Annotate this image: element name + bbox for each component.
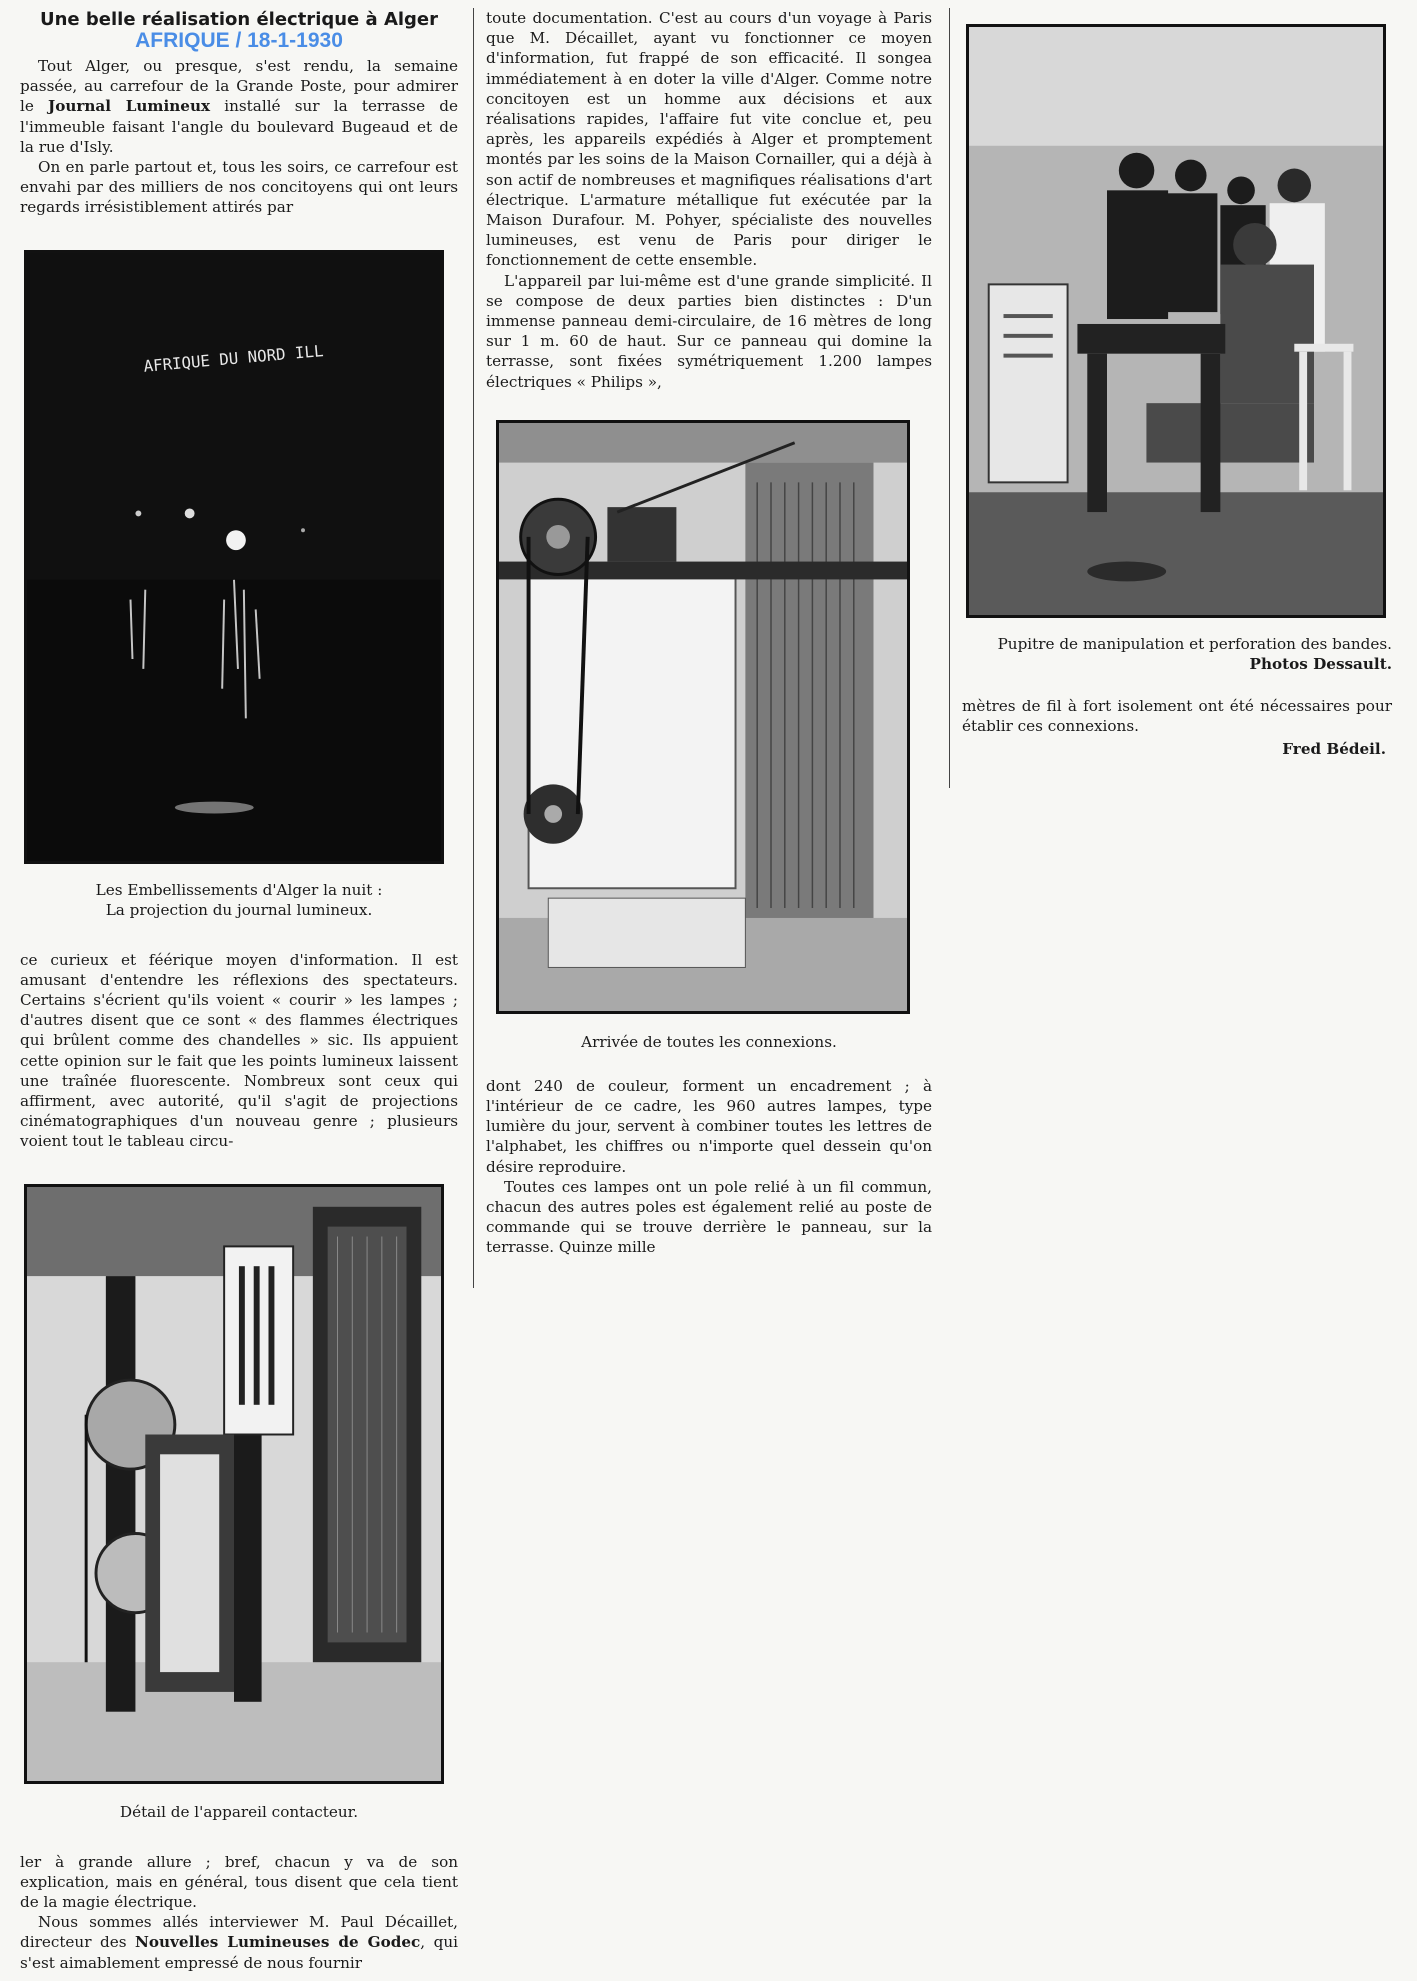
night-photo-caption-line-1: Les Embellissements d'Alger la nuit : [95, 880, 383, 899]
control-desk-photo [966, 24, 1386, 618]
connexions-photo [496, 420, 910, 1014]
column-rule-1 [473, 8, 474, 1288]
sign-text: AFRIQUE DU NORD ILL [142, 340, 325, 376]
intro-paragraph-1: Tout Alger, ou presque, s'est rendu, la semaine passée, au carrefour de la Grande Poste, pour admirer le Journal Lumineux installé sur la terrasse de l'immeuble faisant l'angle du boulevard Bugeaud et de la rue d'Isly. [20, 57, 458, 156]
control-desk-photo-caption: Pupitre de manipulation et perforation des bandes. [997, 635, 1392, 653]
column-1 [20, 8, 458, 1973]
paragraph-spectators: ce curieux et féérique moyen d'information. Il est amusant d'entendre les réflexions des spectateurs. Certains s'écrient qu'ils voient « courir » les lampes ; d'autres disent que ce sont « des flammes électriques qui brûlent comme des chandelles » sic. Ils appuient cette opinion sur le fait que les points lumineux laissent une traînée fluorescente. Nombreux sont ceux qui affirment, avec autorité, qu'il s'agit de projections cinématographiques d'un nouveau genre ; plusieurs voient tout le tableau circu- [20, 950, 458, 1151]
column-3 [962, 24, 1392, 758]
night-photo-caption-line-2: La projection du journal lumineux. [105, 900, 373, 919]
contactor-photo-caption: Détail de l'appareil contacteur. [119, 1802, 359, 1821]
column-rule-2 [949, 8, 950, 788]
night-photo [24, 250, 444, 864]
contactor-photo [24, 1184, 444, 1784]
connexions-photo-caption: Arrivée de toutes les connexions. [581, 1032, 837, 1051]
photo-credit: Photos Dessault. [1249, 655, 1392, 673]
paragraph-wire-length: mètres de fil à fort isolement ont été nécessaires pour établir ces connexions. [962, 697, 1392, 736]
paragraph-interview: Nous sommes allés interviewer M. Paul Décaillet, directeur des Nouvelles Lumineuses de Godec, qui s'est aimablement empressé de nous fournir [20, 1913, 458, 1972]
paragraph-explanation: ler à grande allure ; bref, chacun y va de son explication, mais en général, tous disent que cela tient de la magie électrique. [20, 1852, 458, 1912]
intro-paragraph-2: On en parle partout et, tous les soirs, ce carrefour est envahi par des milliers de nos concitoyens qui ont leurs regards irrésistiblement attirés par [20, 158, 458, 217]
column-2 [486, 8, 932, 1258]
paragraph-wiring: Toutes ces lampes ont un pole relié à un fil commun, chacun des autres poles est également relié au poste de commande qui se trouve derrière le panneau, sur la terrasse. Quinze mille [486, 1177, 932, 1257]
paragraph-apparatus: L'appareil par lui-même est d'une grande simplicité. Il se compose de deux parties bien distinctes : D'un immense panneau demi-circulaire, de 16 mètres de long sur 1 m. 60 de haut. Sur ce panneau qui domine la terrasse, sont fixées symétriquement 1.200 lampes électriques « Philips », [486, 271, 932, 391]
archive-stamp: AFRIQUE / 18-1-1930 [135, 29, 343, 52]
byline: Fred Bédeil. [1282, 740, 1386, 759]
headline: Une belle réalisation électrique à Alger [39, 9, 439, 30]
paragraph-documentation: toute documentation. C'est au cours d'un voyage à Paris que M. Décaillet, ayant vu fonctionner ce moyen d'information, fut frappé de son efficacité. Il songea immédiatement à en doter la ville d'Alger. Comme notre concitoyen est un homme aux décisions et aux réalisations rapides, l'affaire fut vite conclue et, peu après, les appareils expédiés à Alger et promptement montés par les soins de la Maison Cornailler, qui a déjà à son actif de nombreuses et magnifiques réalisations d'art électrique. L'armature métallique fut exécutée par la Maison Durafour. M. Pohyer, spécialiste des nouvelles lumineuses, est venu de Paris pour diriger le fonctionnement de cette ensemble. [486, 9, 932, 270]
paragraph-lamps: dont 240 de couleur, forment un encadrement ; à l'intérieur de ce cadre, les 960 autres lampes, type lumière du jour, servent à combiner toutes les lettres de l'alphabet, les chiffres ou n'importe quel dessein qu'on désire reproduire. [486, 1076, 932, 1176]
